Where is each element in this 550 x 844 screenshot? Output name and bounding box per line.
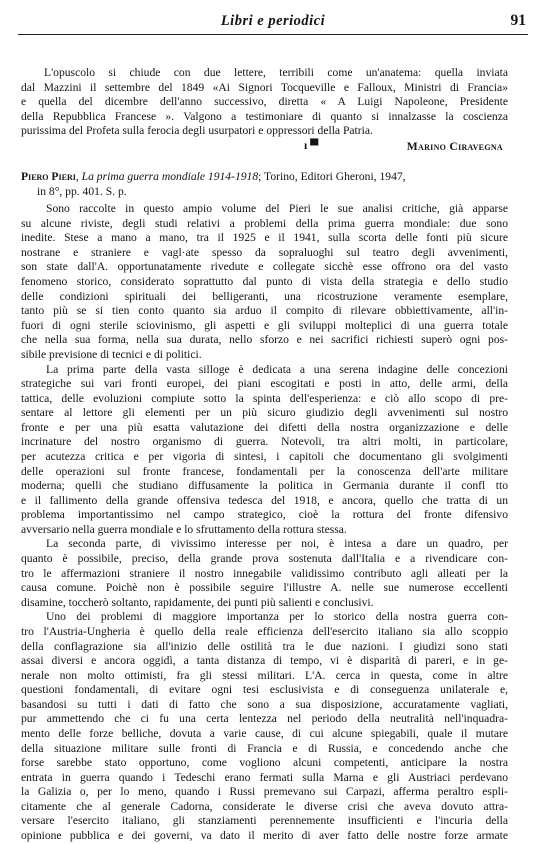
text-line: dal Mazzini il settembre del 1849 «Ai Signori Tocqueville e Falloux, Ministri di Francia» — [21, 80, 508, 94]
text-line: L'opuscolo si chiude con due lettere, terribili come un'anatema: quella inviata — [44, 66, 508, 79]
reviewer-signature: Marino Ciravegna — [406, 139, 503, 153]
review-book-title: La prima guerra mondiale 1914-1918 — [81, 170, 259, 183]
signature-line — [0, 139, 550, 154]
text-line: opinione pubblica e dei governi, va dato il merito di aver fatto delle nostre forze armate — [21, 829, 508, 843]
text-line: Sono raccolte in questo ampio volume del Pieri le sue analisi critiche, già apparse — [46, 202, 508, 216]
text-line: mento delle forze belliche, dovuta a varie cause, di cui alcune spiegabili, quale il mutare — [21, 726, 508, 740]
text-line: fronte e per una più esatta valutazione dei difetti della nostra organizzazione e delle — [21, 420, 508, 434]
text-line: e il fallimento della grande offensiva tedesca del 1918, e ancora, quello che tratta di un — [21, 493, 508, 507]
text-line: su alcune riviste, degli studi relativi a problemi della prima guerra mondiale: due sono — [21, 216, 508, 230]
text-line: che nella sua forma, nella sua durata, nello sforzo e nei sacrifici richiesti superò ogni pos- — [21, 333, 508, 347]
text-line: fenomeno storico, considerato soprattutto dal punto di vista della strategia e dello studio — [21, 275, 508, 289]
text-line: forse sarebbe stato opportuno, come vogliono alcuni competenti, anticipare la nostra — [21, 756, 508, 770]
text-line: tanto più se si tien conto quanto sia arduo il compito di rilevare obbiettivamente, all'in- — [21, 304, 508, 318]
text-line: La prima parte della vasta silloge è dedicata a una serena indagine delle concezioni — [46, 362, 508, 376]
running-head — [18, 12, 528, 35]
text-line: per acutezza critica e per vigoria di sintesi, i capitoli che documentano gli svolgimenti — [21, 449, 508, 463]
text-line: strategiche sui vari fronti europei, dei piani escogitati e posti in atto, delle armi, della — [21, 377, 508, 391]
text-line: citamente che al generale Cadorna, considerate le diverse crisi che aveva dovuto attra- — [21, 799, 508, 813]
page-number: 91 — [510, 12, 526, 29]
text-line: son state dall'A. opportunatamente rivedute e collegate sicchè esse offrono ora del vasto — [21, 260, 508, 274]
review-entry — [0, 170, 550, 844]
bibliographic-entry: Piero Pieri, La prima guerra mondiale 1914-1918; Torino, Editori Gheroni, 1947, — [21, 170, 406, 183]
running-head-title: Libri e periodici — [220, 13, 326, 29]
text-line: tro le affermazioni straniere il nostro innegabile validissimo contributo agli alleati per la — [21, 566, 508, 580]
text-line: della Repubblica Francese ». Valgono a testimoniare di quanto si innalzasse la coscienza — [21, 109, 508, 123]
text-line: causa comune. Poichè non è possibile seguire l'illustre A. nelle sue numerose eccellenti — [21, 581, 508, 595]
text-line: nostrane e straniere e vagl·ate spesso da sopraluoghi sul teatro degli avvenimenti, — [21, 245, 508, 259]
text-line: e quella del dicembre dell'anno successivo, diretta « A Luigi Napoleone, Presidente — [21, 95, 508, 109]
text-line: delle operazioni sul fronte francese, fondamentali per la conoscenza dell'arte militare — [21, 464, 508, 478]
closing-paragraph — [0, 66, 550, 153]
text-line: questioni fondamentali, di evitare ogni tesi esclusivista e di conseguenza unilaterale e, — [21, 683, 508, 697]
text-line: della situazione militare sulle fronti di Francia e di Russia, e concedendo anche che — [21, 741, 508, 755]
text-line: basandosi su tutti i dati di fatto che sono a sua disposizione, accuratamente vagliati, — [21, 697, 508, 711]
text-line: della conflagrazione sia all'inizio delle ostilità tra le due nazioni. I giudizi sono stati — [21, 639, 508, 653]
review-body — [0, 202, 550, 843]
text-line: fuori di ogni sterile sciovinismo, gli aspetti e gli sviluppi molteplici di una guerra totale — [21, 318, 508, 332]
text-line: entrata in guerra quando i Tedeschi erano fermati sulla Marna e gli Austriaci perdevano — [21, 770, 508, 784]
text-line: versare l'esercito italiano, gli stanziamenti perennemente insufficienti e l'incuria della — [21, 814, 508, 828]
review-author: Piero Pieri — [21, 170, 76, 183]
text-line: tattica, delle evoluzioni compiute sotto la spinta dell'esperienza: e ciò allo scopo di pre- — [21, 391, 508, 405]
text-line: delle condizioni spirituali dei belligeranti, una ricostruzione veramente esemplare, — [21, 289, 508, 303]
text-line: sibile previsione di tecnici e di politici. — [21, 347, 202, 361]
text-line: incrinature del nostro organismo di guerra. Notevoli, tra altri molti, in particolare, — [21, 435, 508, 449]
signature-mark: ı ▀ — [304, 138, 319, 152]
text-line: la Galizia o, per lo meno, quando i Russi premevano sui Carpazi, afferma peraltro espli- — [21, 785, 508, 799]
text-line: nerale non molto ottimisti, fra gli stessi militari. L'A. cerca in questa, come in altre — [21, 668, 508, 682]
text-line: purissima del Profeta sulla ferocia degli usurpatori e oppressori della Patria. — [21, 124, 373, 138]
review-publication: ; Torino, Editori Gheroni, 1947, — [258, 170, 406, 183]
text-line: quanto è possibile, preciso, della grande prova sostenuta dall'Italia e a rivendicare con- — [21, 552, 508, 566]
text-line: assai diversi e ancora oggidì, a tanta distanza di tempo, vi è disparità di pareri, e in ge- — [21, 654, 508, 668]
text-line: sentare al lettore gli elementi per un più sicuro giudizio degli avvenimenti sul nostro — [21, 406, 508, 420]
text-line: moderna; quelli che studiano diffusamente la politica in Germania durante il confl tto — [21, 479, 508, 493]
text-line: problema importantissimo nel campo strategico, cioè la rottura del fronte difensivo — [21, 508, 508, 522]
text-line: Uno dei problemi di maggiore importanza per lo storico della nostra guerra con- — [46, 610, 508, 624]
text-line: disamine, toccherò soltanto, rapidamente, dei punti più salienti e conclusivi. — [21, 595, 374, 609]
bibliographic-entry-line2: in 8°, pp. 401. S. p. — [37, 184, 127, 198]
text-line: inedite. Stese a mano a mano, tra il 1925 e il 1941, sulla scorta delle fonti più sicure — [21, 231, 508, 245]
text-line: avversario nella guerra mondiale e lo sfruttamento della rottura stessa. — [21, 522, 347, 536]
text-line: pur ammettendo che ci fu una certa lentezza nel periodo della neutralità nell'inquadra- — [21, 712, 508, 726]
text-line: tro l'Austria-Ungheria è quello della reale efficienza dell'esercito italiano sia allo scoppio — [21, 624, 508, 638]
text-line: La seconda parte, di vivissimo interesse per noi, è intesa a dare un quadro, per — [46, 537, 508, 551]
